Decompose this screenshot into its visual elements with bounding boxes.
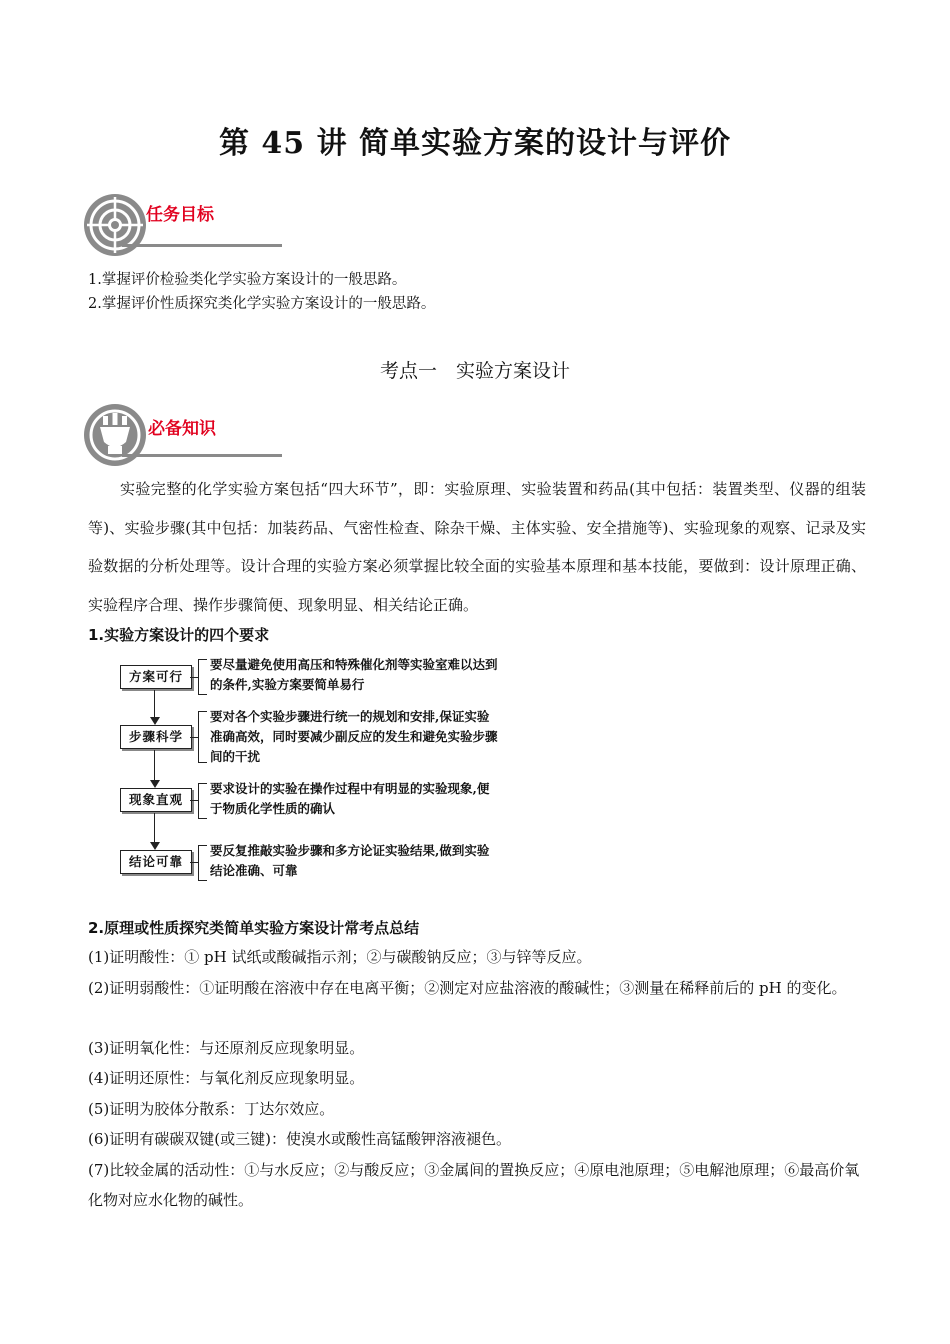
- flow-desc: 要尽量避免使用高压和特殊催化剂等实验室难以达到的条件,实验方案要简单易行: [210, 657, 498, 692]
- target-icon: [82, 192, 148, 258]
- flow-box-scientific: 步骤科学: [120, 725, 192, 749]
- flow-connector: [190, 677, 198, 678]
- flow-bracket: [198, 659, 207, 695]
- flow-box-reliable: 结论可靠: [120, 850, 192, 874]
- heading-four-requirements: 1.实验方案设计的四个要求: [88, 626, 270, 644]
- flow-desc: 要对各个实验步骤进行统一的规划和安排,保证实验准确高效，同时要减少副反应的发生和避免实验步骤间的干扰: [210, 709, 498, 764]
- flow-bracket: [198, 845, 207, 881]
- flow-box-intuitive: 现象直观: [120, 788, 192, 812]
- flow-box-feasible: 方案可行: [120, 665, 192, 689]
- task-section-header: [82, 192, 282, 262]
- task-item: 2.掌握评价性质探究类化学实验方案设计的一般思路。: [88, 296, 436, 312]
- arrow-head: [150, 780, 160, 788]
- flow-arrow: [154, 813, 155, 842]
- knowledge-section-header: [82, 402, 282, 472]
- lamp-icon: [82, 402, 148, 468]
- flow-desc: 要求设计的实验在操作过程中有明显的实验现象,便于物质化学性质的确认: [210, 781, 490, 816]
- arrow-head: [150, 717, 160, 725]
- section-divider: [122, 244, 282, 247]
- summary-item: (6)证明有碳碳双键(或三键)：使溴水或酸性高锰酸钾溶液褪色。: [88, 1130, 511, 1148]
- summary-item: (1)证明酸性：① pH 试纸或酸碱指示剂；②与碳酸钠反应；③与锌等反应。: [88, 948, 592, 966]
- summary-item: (3)证明氧化性：与还原剂反应现象明显。: [88, 1039, 365, 1057]
- flow-arrow: [154, 690, 155, 717]
- section-divider: [122, 454, 282, 457]
- summary-item: (2)证明弱酸性：①证明酸在溶液中存在电离平衡；②测定对应盐溶液的酸碱性；③测量在稀释前后的 pH 的变化。: [88, 979, 847, 997]
- flow-connector: [190, 800, 198, 801]
- knowledge-section-label: 必备知识: [148, 419, 216, 439]
- task-item: 1.掌握评价检验类化学实验方案设计的一般思路。: [88, 272, 407, 288]
- requirements-flowchart: [120, 655, 500, 885]
- summary-item: (7)比较金属的活动性：①与水反应；②与酸反应；③金属间的置换反应；④原电池原理；⑤电解池原理；⑥最高价氧化物对应水化物的碱性。: [88, 1161, 860, 1209]
- kaodian-title: 考点一 实验方案设计: [379, 360, 570, 382]
- flow-connector: [190, 737, 198, 738]
- page-title: 第 45 讲 简单实验方案的设计与评价: [218, 126, 732, 161]
- flow-bracket: [198, 783, 207, 819]
- flow-connector: [190, 862, 198, 863]
- flow-arrow: [154, 750, 155, 780]
- flow-bracket: [198, 711, 207, 763]
- knowledge-paragraph: 实验完整的化学实验方案包括“四大环节”，即：实验原理、实验装置和药品(其中包括：装置类型、仪器的组装等)、实验步骤(其中包括：加装药品、气密性检查、除杂干燥、主体实验、安全措施等)、实验现象的观察、记录及实验数据的分析处理等。设计合理的实验方案必须掌握比较全面的实验基本原理和基本技能，要做到：设计原理正确、实验程序合理、操作步骤简便、现象明显、相关结论正确。: [88, 480, 866, 614]
- task-section-label: 任务目标: [146, 205, 214, 225]
- summary-item: (4)证明还原性：与氧化剂反应现象明显。: [88, 1069, 365, 1087]
- arrow-head: [150, 842, 160, 850]
- summary-item: (5)证明为胶体分散系：丁达尔效应。: [88, 1100, 335, 1118]
- flow-desc: 要反复推敲实验步骤和多方论证实验结果,做到实验结论准确、可靠: [210, 843, 490, 878]
- heading-summary: 2.原理或性质探究类简单实验方案设计常考点总结: [88, 919, 420, 937]
